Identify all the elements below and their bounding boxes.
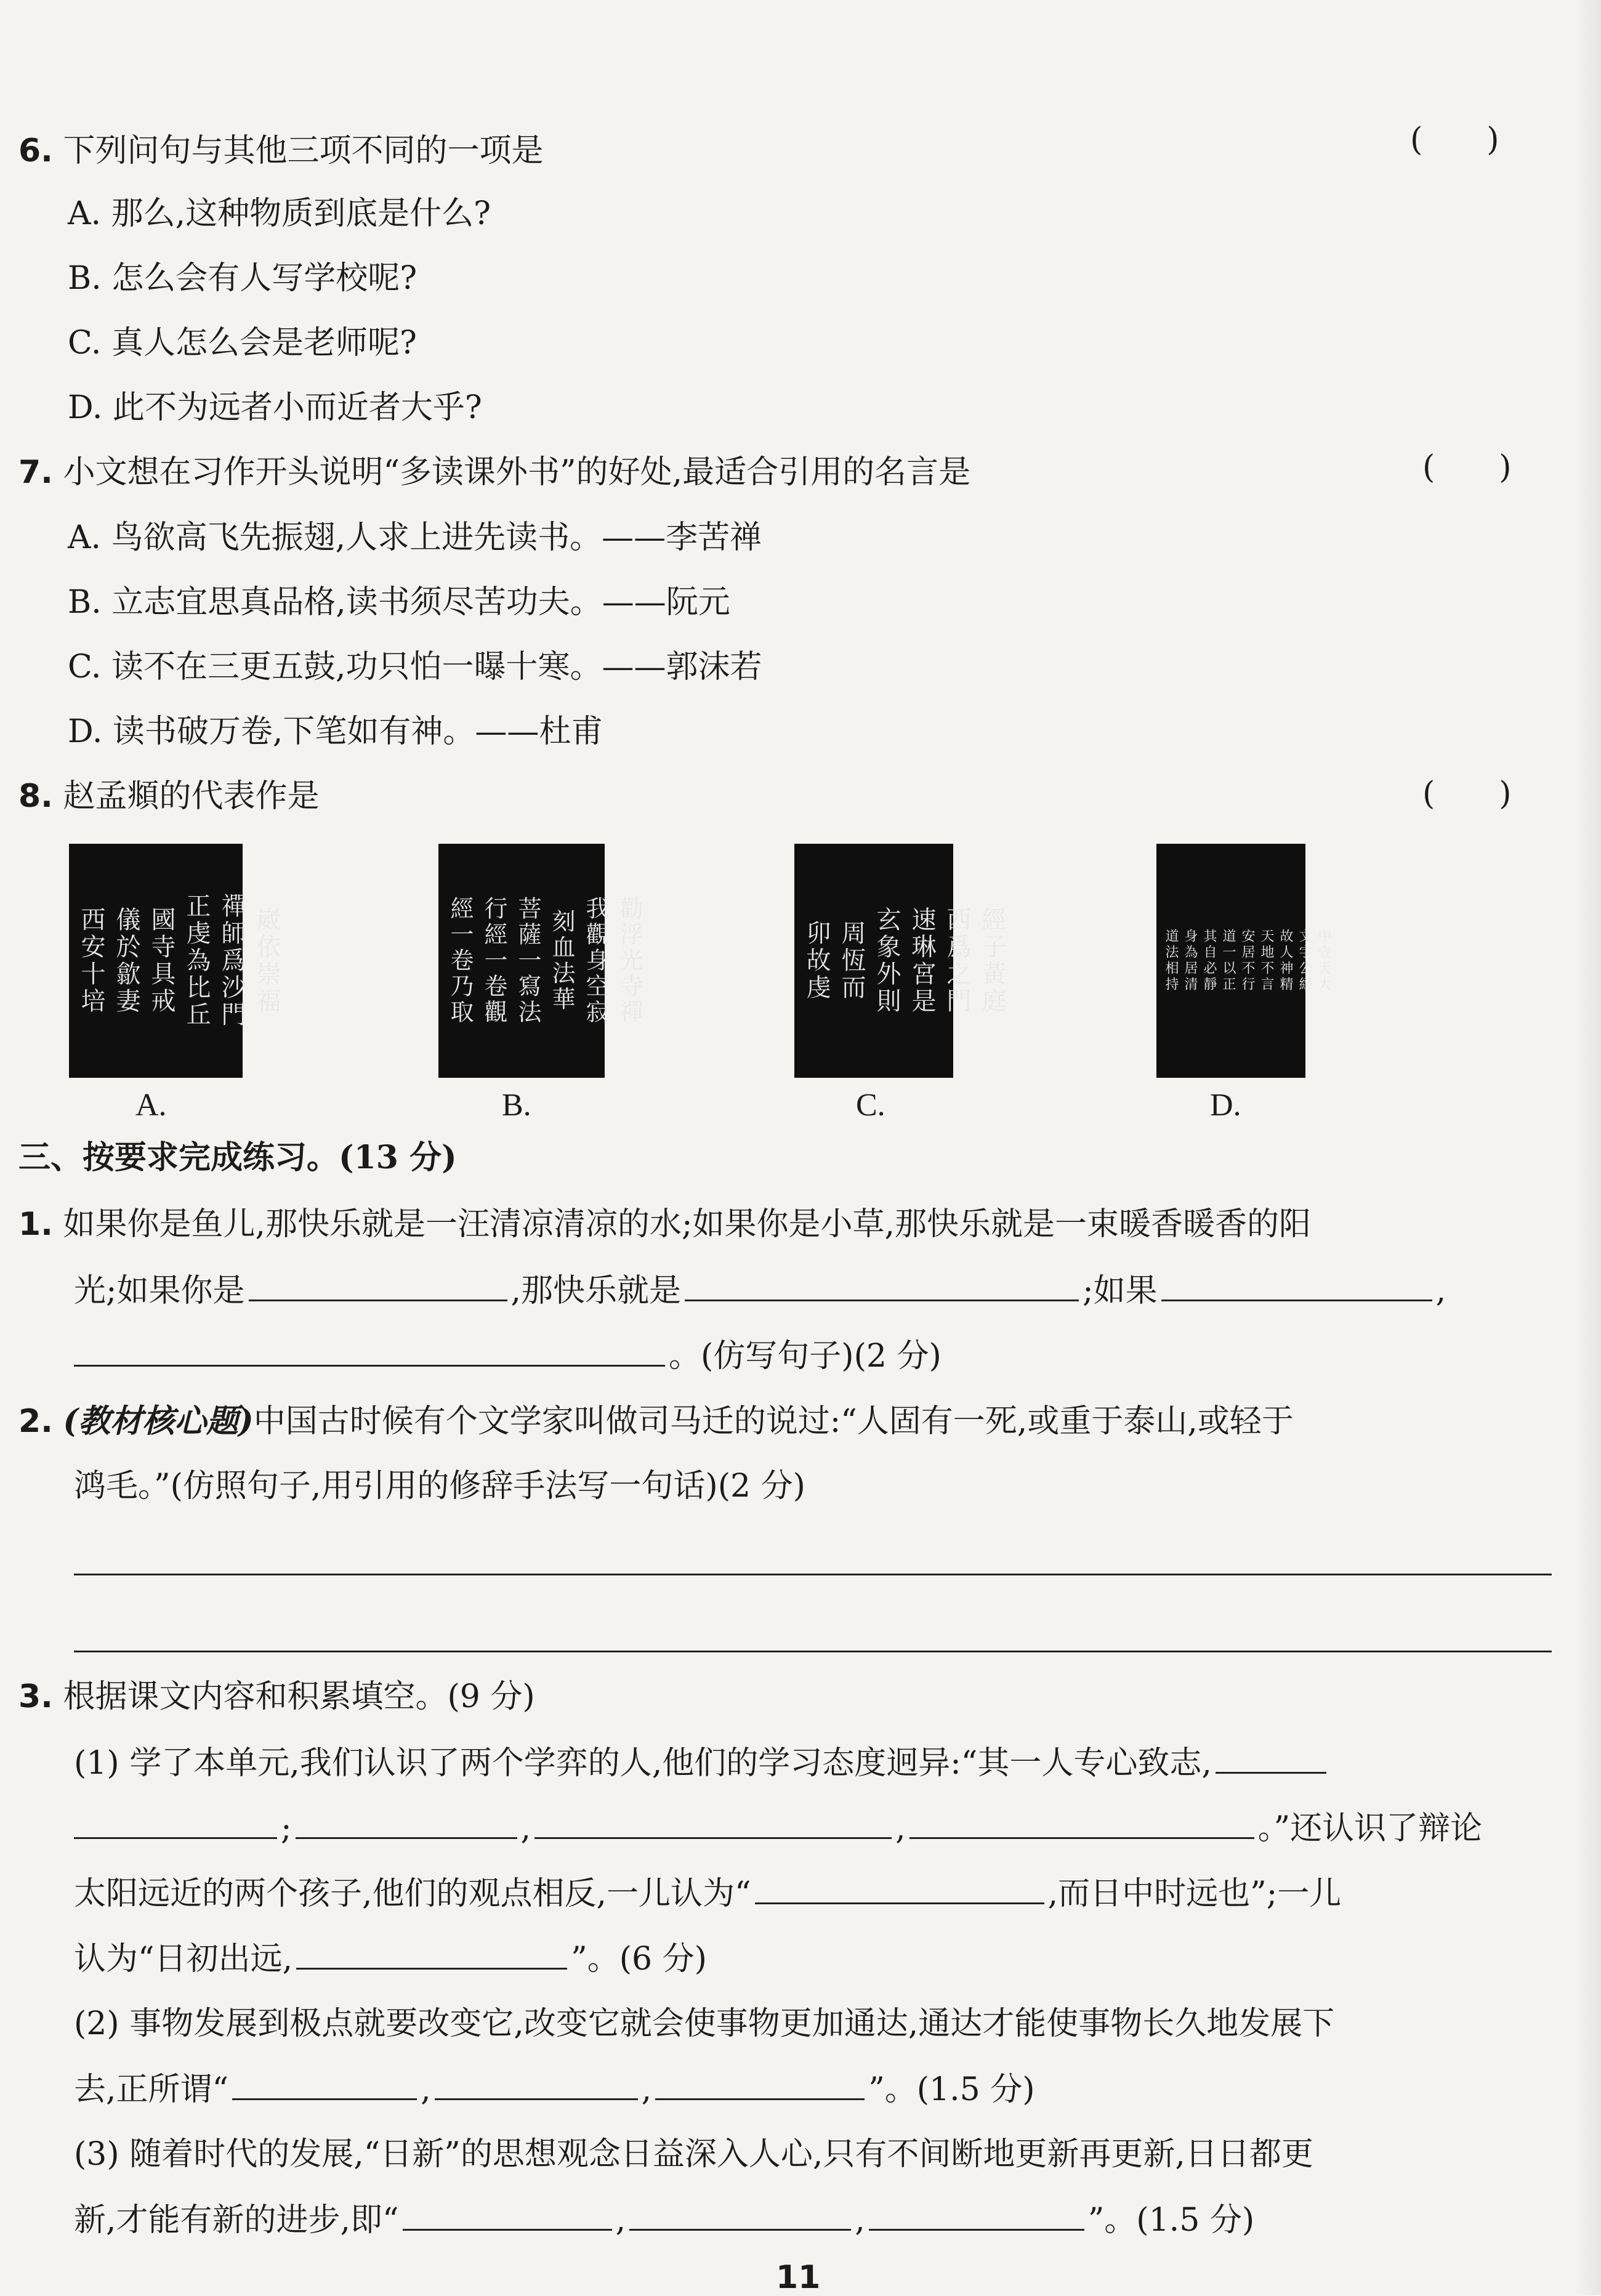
calligraphy-a-column: 國寺具戒 [147, 907, 175, 1015]
answer-line[interactable] [74, 1574, 1552, 1575]
calligraphy-c-column: 卯故虔 [802, 920, 831, 1001]
calligraphy-b-column: 我觀身空寂 [582, 896, 609, 1025]
calligraphy-d-column: 身為居清 [1182, 929, 1198, 993]
s3-q1-line3: 。(仿写句子)(2 分) [74, 1334, 942, 1378]
fill-blank[interactable] [685, 1269, 1079, 1301]
q6-option-a: A. 那么,这种物质到底是什么? [68, 195, 491, 232]
calligraphy-b-column: 行經一卷觀 [480, 896, 507, 1025]
calligraphy-c-column: 玄象外則 [873, 907, 901, 1015]
q7-stem: 7. 小文想在习作开头说明“多读课外书”的好处,最适合引用的名言是 [18, 454, 971, 491]
calligraphy-d-column: 道法相持 [1163, 929, 1179, 993]
answer-line[interactable] [74, 1651, 1552, 1652]
page-number: 11 [776, 2259, 821, 2296]
calligraphy-c-column: 經子黃庭 [978, 907, 1006, 1015]
calligraphy-b-column: 刻血法華 [548, 909, 575, 1013]
calligraphy-caption-b: B. [502, 1088, 531, 1123]
fill-blank[interactable] [74, 1806, 277, 1839]
s3-q3-sub1-line4: 认为“日初出远, ”。(6 分) [74, 1937, 707, 1981]
q7-answer-bracket[interactable]: ( ) [1422, 449, 1512, 486]
s3-q3-sub2-line2: 去,正所谓“ , , ”。(1.5 分) [74, 2068, 1035, 2111]
calligraphy-c-column: 西爲之門 [943, 907, 971, 1015]
calligraphy-d-column: 故人神精 [1278, 929, 1293, 993]
calligraphy-image-d[interactable] [1156, 844, 1331, 1078]
fill-blank[interactable] [403, 2198, 612, 2231]
calligraphy-caption-d: D. [1210, 1088, 1241, 1123]
q7-option-d: D. 读书破万卷,下笔如有神。——杜甫 [68, 713, 603, 750]
s3-q2-line2: 鸿毛。”(仿照句子,用引用的修辞手法写一句话)(2 分) [74, 1468, 805, 1505]
q6-stem: 6. 下列问句与其他三项不同的一项是 [18, 132, 544, 169]
fill-blank[interactable] [534, 1806, 892, 1839]
q7-option-b: B. 立志宜思真品格,读书须尽苦功夫。——阮元 [68, 584, 730, 621]
s3-q3-sub1-line1: (1) 学了本单元,我们认识了两个学弈的人,他们的学习态度迥异:“其一人专心致志, [74, 1741, 1330, 1785]
calligraphy-caption-c: C. [856, 1088, 885, 1123]
s3-q3-sub2-line1: (2) 事物发展到极点就要改变它,改变它就会使事物更加通达,通达才能使事物长久地发展下 [74, 2005, 1335, 2042]
fill-blank[interactable] [629, 2198, 851, 2231]
calligraphy-d-column: 其自必靜 [1201, 929, 1217, 993]
page-edge-shadow [1576, 0, 1601, 2295]
fill-blank[interactable] [1161, 1269, 1432, 1301]
calligraphy-b-column: 經一卷乃取 [446, 896, 474, 1025]
calligraphy-d-column: 文字公經 [1297, 929, 1312, 993]
calligraphy-d-column: 道一以正 [1220, 929, 1236, 993]
s3-q3-sub3-line1: (3) 随着时代的发展,“日新”的思想观念日益深入人心,只有不间断地更新再更新,日日都更 [74, 2136, 1313, 2173]
fill-blank[interactable] [74, 1334, 665, 1367]
calligraphy-b-column: 菩薩一寫法 [514, 896, 541, 1025]
q8-answer-bracket[interactable]: ( ) [1422, 775, 1512, 812]
calligraphy-d-column: 天地不言 [1259, 929, 1274, 993]
q8-stem: 8. 赵孟頫的代表作是 [18, 778, 320, 815]
calligraphy-a-column: 崴依崇福 [252, 907, 281, 1015]
fill-blank[interactable] [655, 2068, 865, 2100]
s3-q1-line2: 光;如果你是 ,那快乐就是 ;如果 , [74, 1269, 1446, 1312]
q7-option-c: C. 读不在三更五鼓,功只怕一曝十寒。——郭沫若 [68, 649, 762, 685]
s3-q3-stem: 3. 根据课文内容和积累填空。(9 分) [18, 1678, 535, 1715]
calligraphy-image-b[interactable] [438, 844, 643, 1078]
calligraphy-c-column: 周恆而 [837, 920, 866, 1001]
fill-blank[interactable] [909, 1806, 1254, 1839]
section-3-title: 三、按要求完成练习。(13 分) [18, 1139, 457, 1176]
s3-q3-sub1-line2: ; , , 。”还认识了辩论 [74, 1806, 1482, 1850]
fill-blank[interactable] [249, 1269, 507, 1301]
calligraphy-d-column: 中壹天大 [1316, 929, 1331, 993]
calligraphy-a-column: 儀於歙妻 [112, 907, 140, 1015]
fill-blank[interactable] [296, 1937, 567, 1970]
s3-q2-line1: 2. (教材核心题)中国古时候有个文学家叫做司马迁的说过:“人固有一死,或重于泰山,或轻于 [18, 1402, 1294, 1440]
calligraphy-b-column: 勸浮光寺禪 [616, 896, 643, 1025]
s3-q3-sub1-line3: 太阳远近的两个孩子,他们的观点相反,一儿认为“ ,而日中时远也”;一儿 [74, 1872, 1341, 1915]
calligraphy-d-column: 安居不行 [1240, 929, 1255, 993]
q6-answer-bracket[interactable]: ( ) [1410, 121, 1499, 158]
fill-blank[interactable] [232, 2068, 417, 2100]
q7-option-a: A. 鸟欲高飞先振翅,人求上进先读书。——李苦禅 [68, 519, 762, 556]
fill-blank[interactable] [435, 2068, 638, 2100]
s3-q3-sub3-line2: 新,才能有新的进步,即“ , , ”。(1.5 分) [74, 2198, 1254, 2242]
calligraphy-image-c[interactable] [794, 844, 1006, 1078]
calligraphy-c-column: 速琳宮是 [908, 907, 936, 1015]
q6-option-d: D. 此不为远者小而近者大乎? [68, 389, 482, 426]
fill-blank[interactable] [869, 2198, 1084, 2231]
fill-blank[interactable] [755, 1872, 1044, 1904]
fill-blank[interactable] [296, 1806, 517, 1839]
calligraphy-image-a[interactable] [69, 844, 281, 1078]
calligraphy-a-column: 禪師爲沙門 [217, 893, 246, 1029]
calligraphy-a-column: 西安十培 [77, 907, 105, 1015]
q6-option-c: C. 真人怎么会是老师呢? [68, 325, 417, 362]
calligraphy-caption-a: A. [135, 1088, 167, 1123]
s3-q1-line1: 1. 如果你是鱼儿,那快乐就是一汪清凉清凉的水;如果你是小草,那快乐就是一束暖香暖香的阳 [18, 1206, 1312, 1243]
q6-option-b: B. 怎么会有人写学校呢? [68, 260, 417, 297]
calligraphy-a-column: 正虔為比丘 [182, 893, 211, 1029]
fill-blank[interactable] [1216, 1741, 1326, 1774]
